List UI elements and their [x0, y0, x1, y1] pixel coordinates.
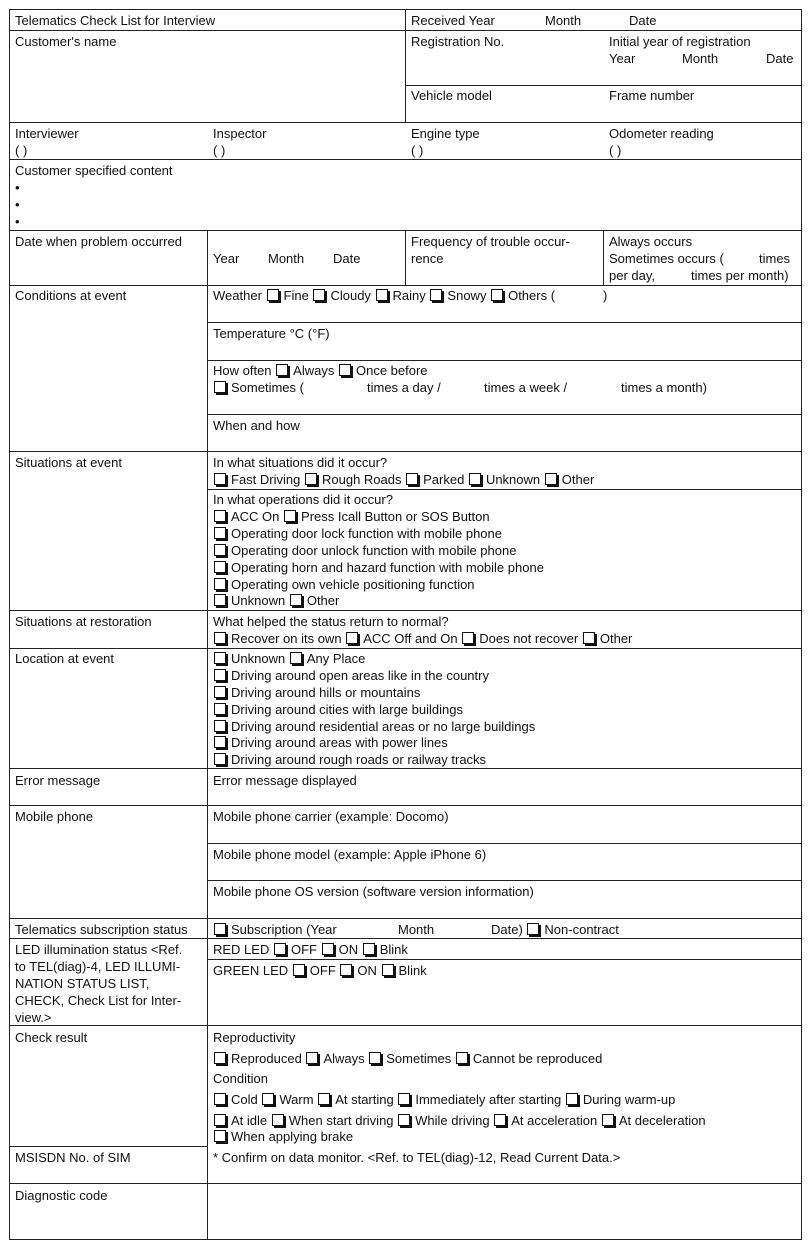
while-driving-label: While driving: [415, 1113, 490, 1128]
checkbox-rough-roads[interactable]: [305, 473, 317, 485]
specified-content-label: Customer specified content: [15, 163, 173, 178]
always-label: Always: [293, 363, 335, 378]
conditions-label: Conditions at event: [15, 288, 127, 303]
location-item-label: Driving around cities with large buildings: [231, 702, 463, 717]
checkbox-always[interactable]: [276, 364, 288, 376]
restoration-label: Situations at restoration: [15, 614, 152, 629]
subscription-date-row: [491, 921, 619, 938]
checkbox-while-driving[interactable]: [398, 1114, 410, 1126]
frequency-label-2: rence: [411, 251, 444, 266]
sometimes-label: Sometimes (: [231, 380, 304, 395]
any-place-label: Any Place: [306, 651, 366, 666]
checkbox-subscription[interactable]: [214, 923, 226, 935]
green-led-label: GREEN LED: [213, 963, 289, 978]
when-how-label: When and how: [213, 418, 300, 433]
not-recover-label: Does not recover: [479, 631, 579, 646]
engine-type-field[interactable]: ( ): [411, 143, 424, 158]
frequency-label-1: Frequency of trouble occur-: [411, 234, 570, 249]
location-item-label: Driving around residential areas or no large buildings: [231, 719, 536, 734]
check-always-label: Always: [323, 1051, 365, 1066]
subscription-label: Telematics subscription status: [15, 922, 188, 937]
condition-label: Condition: [213, 1071, 268, 1086]
operation-row-2: [213, 525, 502, 542]
red-off-label: OFF: [290, 942, 317, 957]
per-day: per day,: [609, 268, 656, 283]
cloudy-label: Cloudy: [330, 288, 371, 303]
checkbox-location-1[interactable]: [214, 669, 226, 681]
restoration-question: What helped the status return to normal?: [213, 614, 449, 629]
checkbox-door-unlock[interactable]: [214, 544, 226, 556]
reproduced-label: Reproduced: [231, 1051, 302, 1066]
checkbox-rainy[interactable]: [376, 289, 388, 301]
subscription-date: Date): [491, 922, 523, 937]
engine-type-label: Engine type: [411, 126, 480, 141]
checkbox-fine[interactable]: [267, 289, 279, 301]
problem-date-year: Year: [213, 251, 240, 266]
temperature-label: Temperature °C (°F): [213, 326, 330, 341]
always-occurs: Always occurs: [609, 234, 693, 249]
check-result-label: Check result: [15, 1030, 88, 1045]
deceleration-label: At deceleration: [618, 1113, 706, 1128]
checkbox-idle[interactable]: [214, 1114, 226, 1126]
msisdn-label: MSISDN No. of SIM: [15, 1150, 131, 1165]
immediately-label: Immediately after starting: [415, 1092, 562, 1107]
error-displayed-label: Error message displayed: [213, 773, 357, 788]
red-led-label: RED LED: [213, 942, 270, 957]
check-sometimes-label: Sometimes: [386, 1051, 452, 1066]
times-a-month: times a month): [621, 380, 707, 395]
checkbox-op-unknown[interactable]: [214, 594, 226, 606]
led-label-line: LED illumination status <Ref.: [15, 942, 183, 957]
checkbox-once-before[interactable]: [339, 364, 351, 376]
warm-label: Warm: [279, 1092, 314, 1107]
checkbox-horn-hazard[interactable]: [214, 561, 226, 573]
recover-label: Recover on its own: [231, 631, 342, 646]
checkbox-acc-off-on[interactable]: [346, 632, 358, 644]
checkbox-door-lock[interactable]: [214, 527, 226, 539]
location-row: [213, 667, 489, 684]
how-often-row: [213, 362, 428, 379]
sometimes-row: [213, 379, 304, 396]
odometer-label: Odometer reading: [609, 126, 714, 141]
checkbox-non-contract[interactable]: [527, 923, 539, 935]
once-before-label: Once before: [355, 363, 428, 378]
mobile-model-label: Mobile phone model (example: Apple iPhone 6): [213, 847, 487, 862]
acc-on-label: ACC On: [231, 509, 280, 524]
checkbox-red-off[interactable]: [274, 943, 286, 955]
initial-year-label: Initial year of registration: [609, 34, 751, 49]
checkbox-green-blink[interactable]: [382, 964, 394, 976]
checkbox-warm-up[interactable]: [566, 1093, 578, 1105]
checkbox-op-other[interactable]: [290, 594, 302, 606]
frame-number-label: Frame number: [609, 88, 695, 103]
situations-question: In what situations did it occur?: [213, 455, 388, 470]
red-on-label: ON: [338, 942, 359, 957]
cannot-reproduce-label: Cannot be reproduced: [472, 1051, 603, 1066]
led-label-line: view.>: [15, 1010, 52, 1025]
location-item-label: Driving around areas with power lines: [231, 735, 448, 750]
restoration-other-label: Other: [599, 631, 633, 646]
situations-label: Situations at event: [15, 455, 122, 470]
green-on-label: ON: [357, 963, 377, 978]
others-label: Others (: [508, 288, 556, 303]
checkbox-fast-driving[interactable]: [214, 473, 226, 485]
parked-label: Parked: [423, 472, 465, 487]
sometimes-times: times: [759, 251, 791, 266]
confirm-note: * Confirm on data monitor. <Ref. to TEL(diag)-12, Read Current Data.>: [213, 1150, 621, 1165]
checkbox-red-blink[interactable]: [363, 943, 375, 955]
bullet-3: •: [15, 214, 20, 229]
checkbox-at-starting[interactable]: [318, 1093, 330, 1105]
location-label: Location at event: [15, 651, 115, 666]
checkbox-positioning[interactable]: [214, 578, 226, 590]
checkbox-location-4[interactable]: [214, 720, 226, 732]
green-blink-label: Blink: [398, 963, 427, 978]
cold-label: Cold: [231, 1092, 258, 1107]
mobile-carrier-label: Mobile phone carrier (example: Docomo): [213, 809, 449, 824]
situations-options: [213, 471, 594, 488]
checkbox-recover[interactable]: [214, 632, 226, 644]
checkbox-red-on[interactable]: [322, 943, 334, 955]
checkbox-restoration-other[interactable]: [583, 632, 595, 644]
mobile-phone-label: Mobile phone: [15, 809, 94, 824]
inspector-field[interactable]: ( ): [213, 143, 226, 158]
fast-driving-label: Fast Driving: [231, 472, 301, 487]
checkbox-cold[interactable]: [214, 1093, 226, 1105]
checkbox-start-driving[interactable]: [272, 1114, 284, 1126]
op-unknown-label: Unknown: [231, 593, 286, 608]
checkbox-not-recover[interactable]: [462, 632, 474, 644]
door-lock-label: Operating door lock function with mobile phone: [231, 526, 502, 541]
led-label-line: to TEL(diag)-4, LED ILLUMI-: [15, 959, 181, 974]
checkbox-sometimes[interactable]: [214, 381, 226, 393]
checkbox-check-always[interactable]: [306, 1052, 318, 1064]
checkbox-other[interactable]: [545, 473, 557, 485]
weather-label: Weather: [213, 288, 262, 303]
fine-label: Fine: [283, 288, 309, 303]
location-row: [213, 734, 448, 751]
problem-date-date: Date: [333, 251, 361, 266]
checkbox-green-off[interactable]: [293, 964, 305, 976]
checkbox-brake[interactable]: [214, 1130, 226, 1142]
form-title: Telematics Check List for Interview: [15, 13, 216, 28]
customer-name-label: Customer's name: [15, 34, 117, 49]
start-driving-label: When start driving: [288, 1113, 394, 1128]
operation-row-5: [213, 576, 475, 593]
problem-date-label: Date when problem occurred: [15, 234, 182, 249]
checkbox-others[interactable]: [491, 289, 503, 301]
location-row-0: [213, 650, 365, 667]
location-row: [213, 751, 486, 768]
received-date-label: Date: [629, 13, 657, 28]
snowy-label: Snowy: [447, 288, 487, 303]
inspector-label: Inspector: [213, 126, 267, 141]
led-label-line: NATION STATUS LIST,: [15, 976, 150, 991]
icall-label: Press Icall Button or SOS Button: [301, 509, 490, 524]
horn-hazard-label: Operating horn and hazard function with mobile phone: [231, 560, 544, 575]
checkbox-location-6[interactable]: [214, 753, 226, 765]
location-row: [213, 684, 420, 701]
led-label-line: CHECK, Check List for Inter-: [15, 993, 182, 1008]
rough-roads-label: Rough Roads: [321, 472, 402, 487]
sometimes-occurs: Sometimes occurs (: [609, 251, 724, 266]
checkbox-warm[interactable]: [262, 1093, 274, 1105]
idle-label: At idle: [231, 1113, 268, 1128]
initial-year-date: Date: [766, 51, 794, 66]
brake-label: When applying brake: [231, 1129, 354, 1144]
warm-up-label: During warm-up: [582, 1092, 676, 1107]
checkbox-icall[interactable]: [284, 510, 296, 522]
checkbox-any-place[interactable]: [290, 652, 302, 664]
reproductivity-row: [213, 1050, 602, 1067]
subscription-row: [213, 921, 337, 938]
location-row: [213, 718, 535, 735]
checkbox-immediately[interactable]: [398, 1093, 410, 1105]
operation-row-6: [213, 592, 339, 609]
location-item-label: Driving around open areas like in the country: [231, 668, 489, 683]
operation-row-4: [213, 559, 544, 576]
location-item-label: Driving around hills or mountains: [231, 685, 421, 700]
acceleration-label: At acceleration: [511, 1113, 598, 1128]
bullet-2: •: [15, 197, 20, 212]
vehicle-model-label: Vehicle model: [411, 88, 492, 103]
location-row: [213, 701, 463, 718]
green-off-label: OFF: [309, 963, 336, 978]
other-label: Other: [561, 472, 595, 487]
checkbox-location-unknown[interactable]: [214, 652, 226, 664]
interviewer-field[interactable]: ( ): [15, 143, 28, 158]
red-blink-label: Blink: [379, 942, 408, 957]
checkbox-check-sometimes[interactable]: [369, 1052, 381, 1064]
received-month-label: Month: [545, 13, 582, 28]
checkbox-parked[interactable]: [406, 473, 418, 485]
unknown-label: Unknown: [485, 472, 541, 487]
condition-row-1: [213, 1091, 675, 1108]
received-year-label: Received Year: [411, 13, 495, 28]
location-unknown-label: Unknown: [231, 651, 286, 666]
error-message-label: Error message: [15, 773, 101, 788]
checkbox-snowy[interactable]: [430, 289, 442, 301]
times-a-day: times a day /: [367, 380, 441, 395]
checkbox-cloudy[interactable]: [313, 289, 325, 301]
checkbox-acceleration[interactable]: [494, 1114, 506, 1126]
non-contract-label: Non-contract: [544, 922, 619, 937]
bullet-1: •: [15, 180, 20, 195]
at-starting-label: At starting: [335, 1092, 394, 1107]
checkbox-unknown[interactable]: [469, 473, 481, 485]
checkbox-reproduced[interactable]: [214, 1052, 226, 1064]
checkbox-cannot-reproduce[interactable]: [456, 1052, 468, 1064]
red-led-row: [213, 941, 408, 958]
initial-year-month: Month: [682, 51, 719, 66]
checkbox-location-2[interactable]: [214, 686, 226, 698]
acc-off-on-label: ACC Off and On: [363, 631, 458, 646]
checkbox-green-on[interactable]: [340, 964, 352, 976]
positioning-label: Operating own vehicle positioning function: [231, 577, 475, 592]
checkbox-acc-on[interactable]: [214, 510, 226, 522]
operations-question: In what operations did it occur?: [213, 492, 393, 507]
registration-no-label: Registration No.: [411, 34, 505, 49]
restoration-options: [213, 630, 632, 647]
per-month: times per month): [691, 268, 789, 283]
odometer-field[interactable]: ( ): [609, 143, 622, 158]
checkbox-location-3[interactable]: [214, 703, 226, 715]
operation-row-1: [213, 508, 490, 525]
operation-row-3: [213, 542, 516, 559]
others-close: ): [603, 288, 608, 303]
green-led-row: [213, 962, 427, 979]
subscription-year-label: Subscription (Year: [231, 922, 337, 937]
interviewer-label: Interviewer: [15, 126, 79, 141]
rainy-label: Rainy: [392, 288, 426, 303]
condition-row-3: [213, 1128, 353, 1145]
subscription-month: Month: [398, 922, 435, 937]
condition-row-2: [213, 1112, 706, 1129]
op-other-label: Other: [306, 593, 340, 608]
location-item-label: Driving around rough roads or railway tracks: [231, 752, 487, 767]
diagnostic-code-label: Diagnostic code: [15, 1188, 108, 1203]
reproductivity-label: Reproductivity: [213, 1030, 296, 1045]
checkbox-location-5[interactable]: [214, 736, 226, 748]
initial-year-year: Year: [609, 51, 636, 66]
weather-row: [213, 287, 607, 304]
times-a-week: times a week /: [484, 380, 568, 395]
problem-date-month: Month: [268, 251, 305, 266]
checkbox-deceleration[interactable]: [602, 1114, 614, 1126]
mobile-os-label: Mobile phone OS version (software version information): [213, 884, 534, 899]
door-unlock-label: Operating door unlock function with mobile phone: [231, 543, 517, 558]
how-often-label: How often: [213, 363, 272, 378]
